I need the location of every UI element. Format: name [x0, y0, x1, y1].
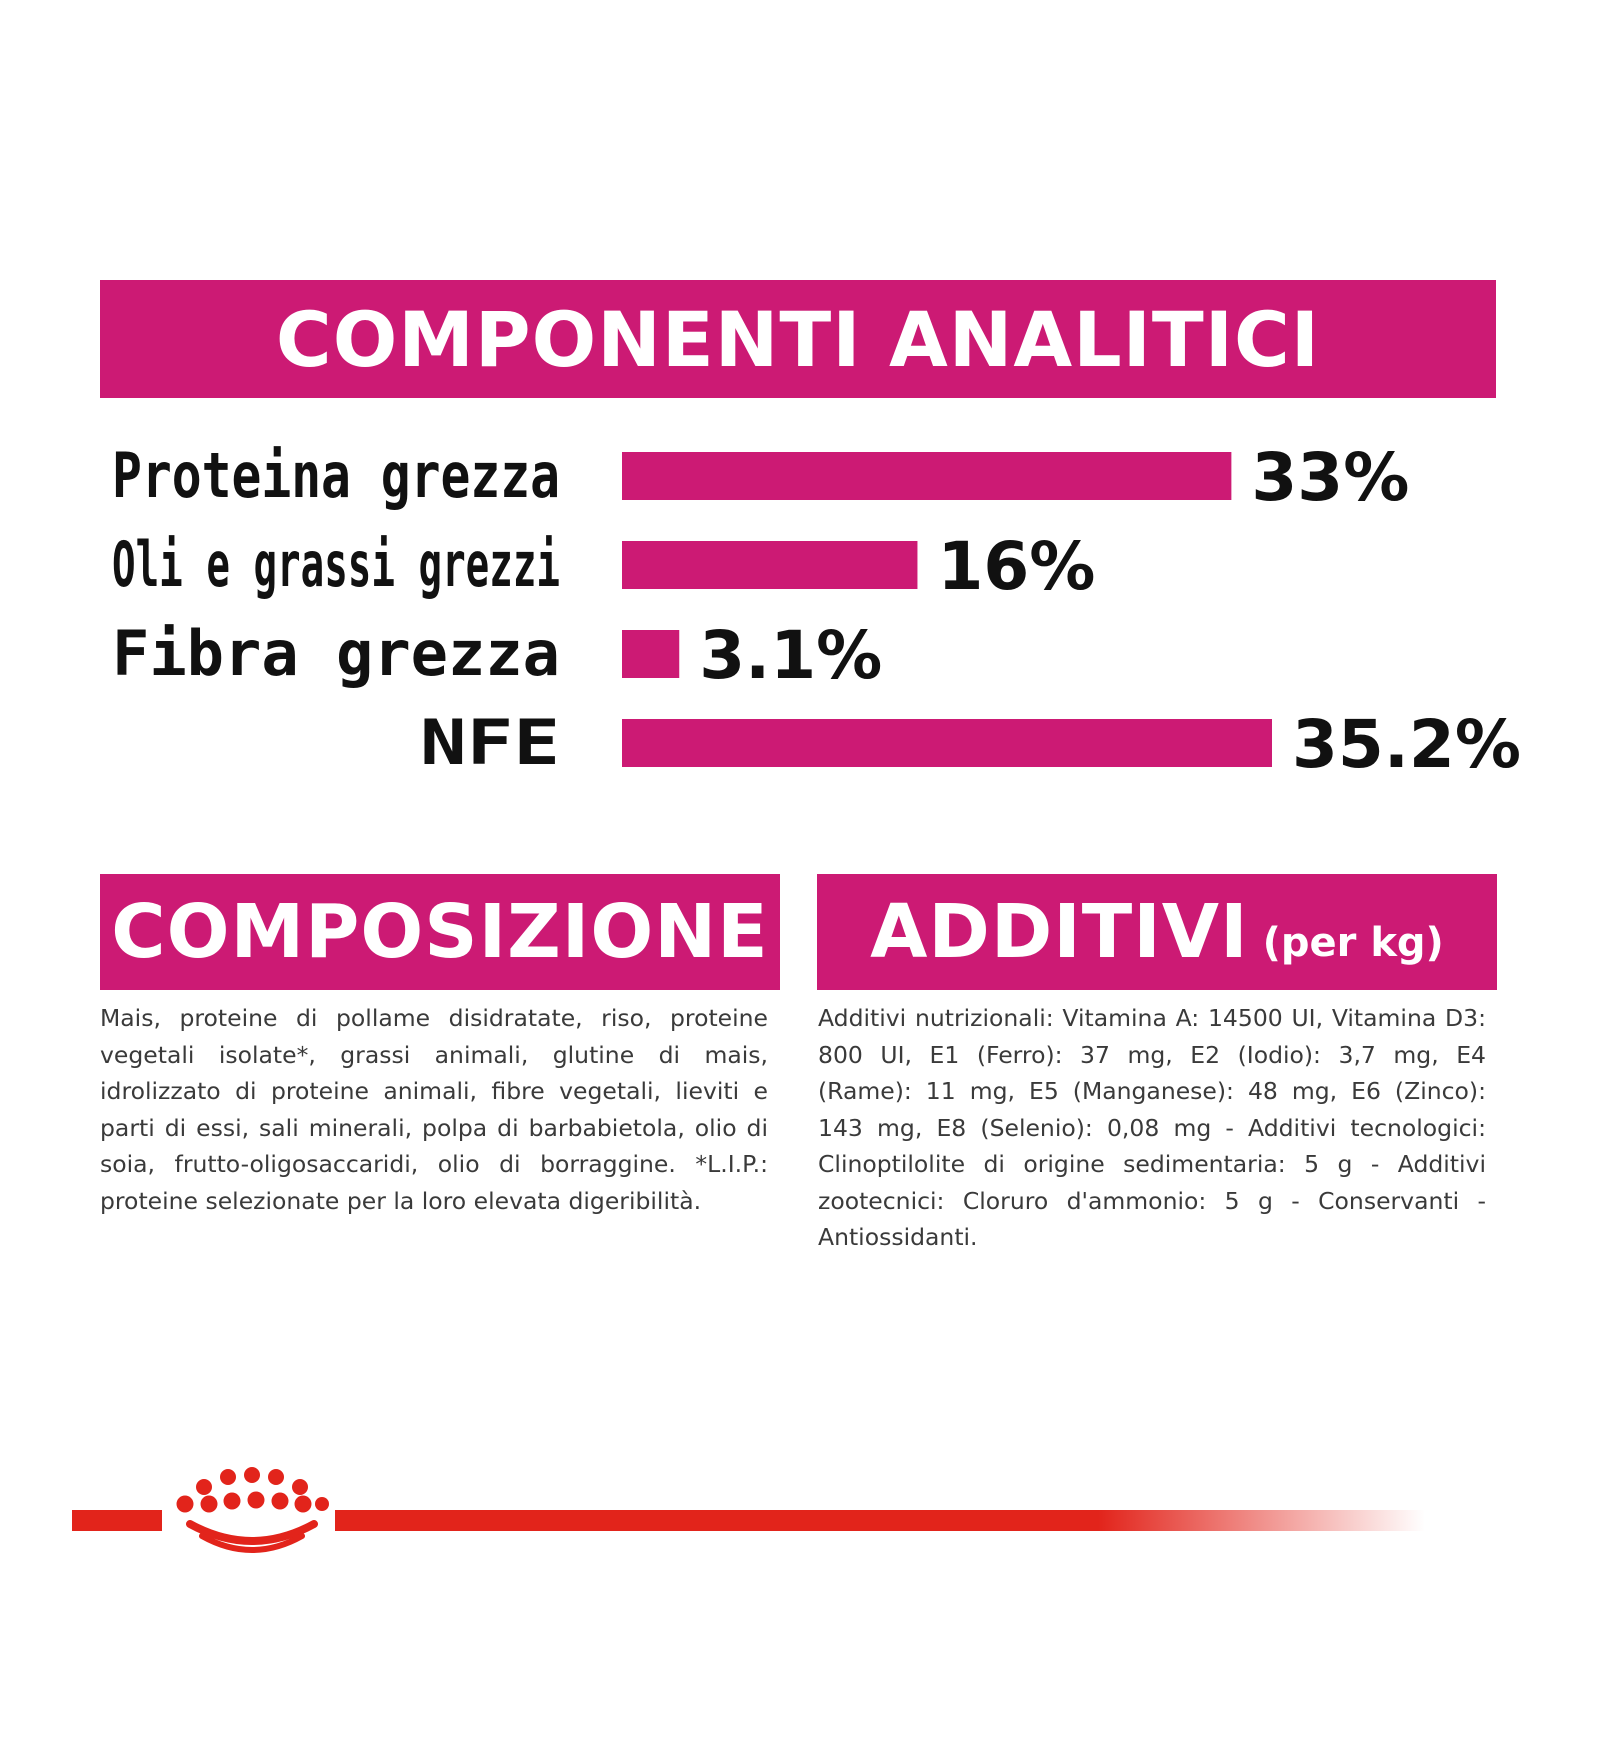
additives-text: Additivi nutrizionali: Vitamina A: 14500 UI, Vitamina D3: 800 UI, E1 (Ferro): 37 mg, E2 (Iodio): 3,7 mg, E4 (Rame): 11 mg, E5 (Manganese): 48 mg, E6 (Zinco): 143 mg, E8 (Selenio): 0,08 mg - Additivi tecnologici: Clinoptilolite di origine sedimentaria: 5 g - Additivi zootecnici: Cloruro d'ammonio: 5 g - Conservanti - Antiossidanti. — [818, 1004, 1486, 1251]
additives-per-kg: (per kg) — [1262, 920, 1444, 966]
category-label: Fibra grezza — [112, 617, 560, 690]
composition-text: Mais, proteine di pollame disidratate, riso, proteine vegetali isolate*, grassi animali, glutine di mais, idrolizzato di proteine animali, fibre vegetali, lieviti e parti di essi, sali minerali, polpa di barbabietola, olio di soia, frutto-oligosaccaridi, olio di borraggine. *L.I.P.: proteine selezionate per la loro elevata digeribilità. — [100, 1004, 768, 1215]
bar-0 — [622, 452, 1231, 500]
additives-title: ADDITIVI — [870, 889, 1249, 975]
value-label: 35.2% — [1292, 706, 1521, 783]
composition-header — [100, 874, 780, 990]
footer-line-right — [335, 1510, 1425, 1531]
footer-line-left — [72, 1510, 162, 1531]
value-label: 3.1% — [699, 617, 883, 694]
analytic-bar-chart — [0, 420, 1600, 800]
category-label: NFE — [420, 706, 560, 779]
category-label: Oli e grassi grezzi — [112, 528, 560, 601]
value-label: 16% — [937, 528, 1096, 605]
bar-1 — [622, 541, 917, 589]
analytic-components-title: COMPONENTI ANALITICI — [275, 294, 1321, 384]
analytic-components-header — [100, 280, 1496, 398]
royal-canin-crown-icon — [177, 1467, 330, 1550]
composition-title: COMPOSIZIONE — [111, 889, 769, 975]
bar-2 — [622, 630, 679, 678]
brand-footer — [0, 1460, 1600, 1570]
additives-header — [817, 874, 1497, 990]
bar-3 — [622, 719, 1272, 767]
value-label: 33% — [1251, 439, 1410, 516]
category-label: Proteina grezza — [112, 439, 560, 512]
